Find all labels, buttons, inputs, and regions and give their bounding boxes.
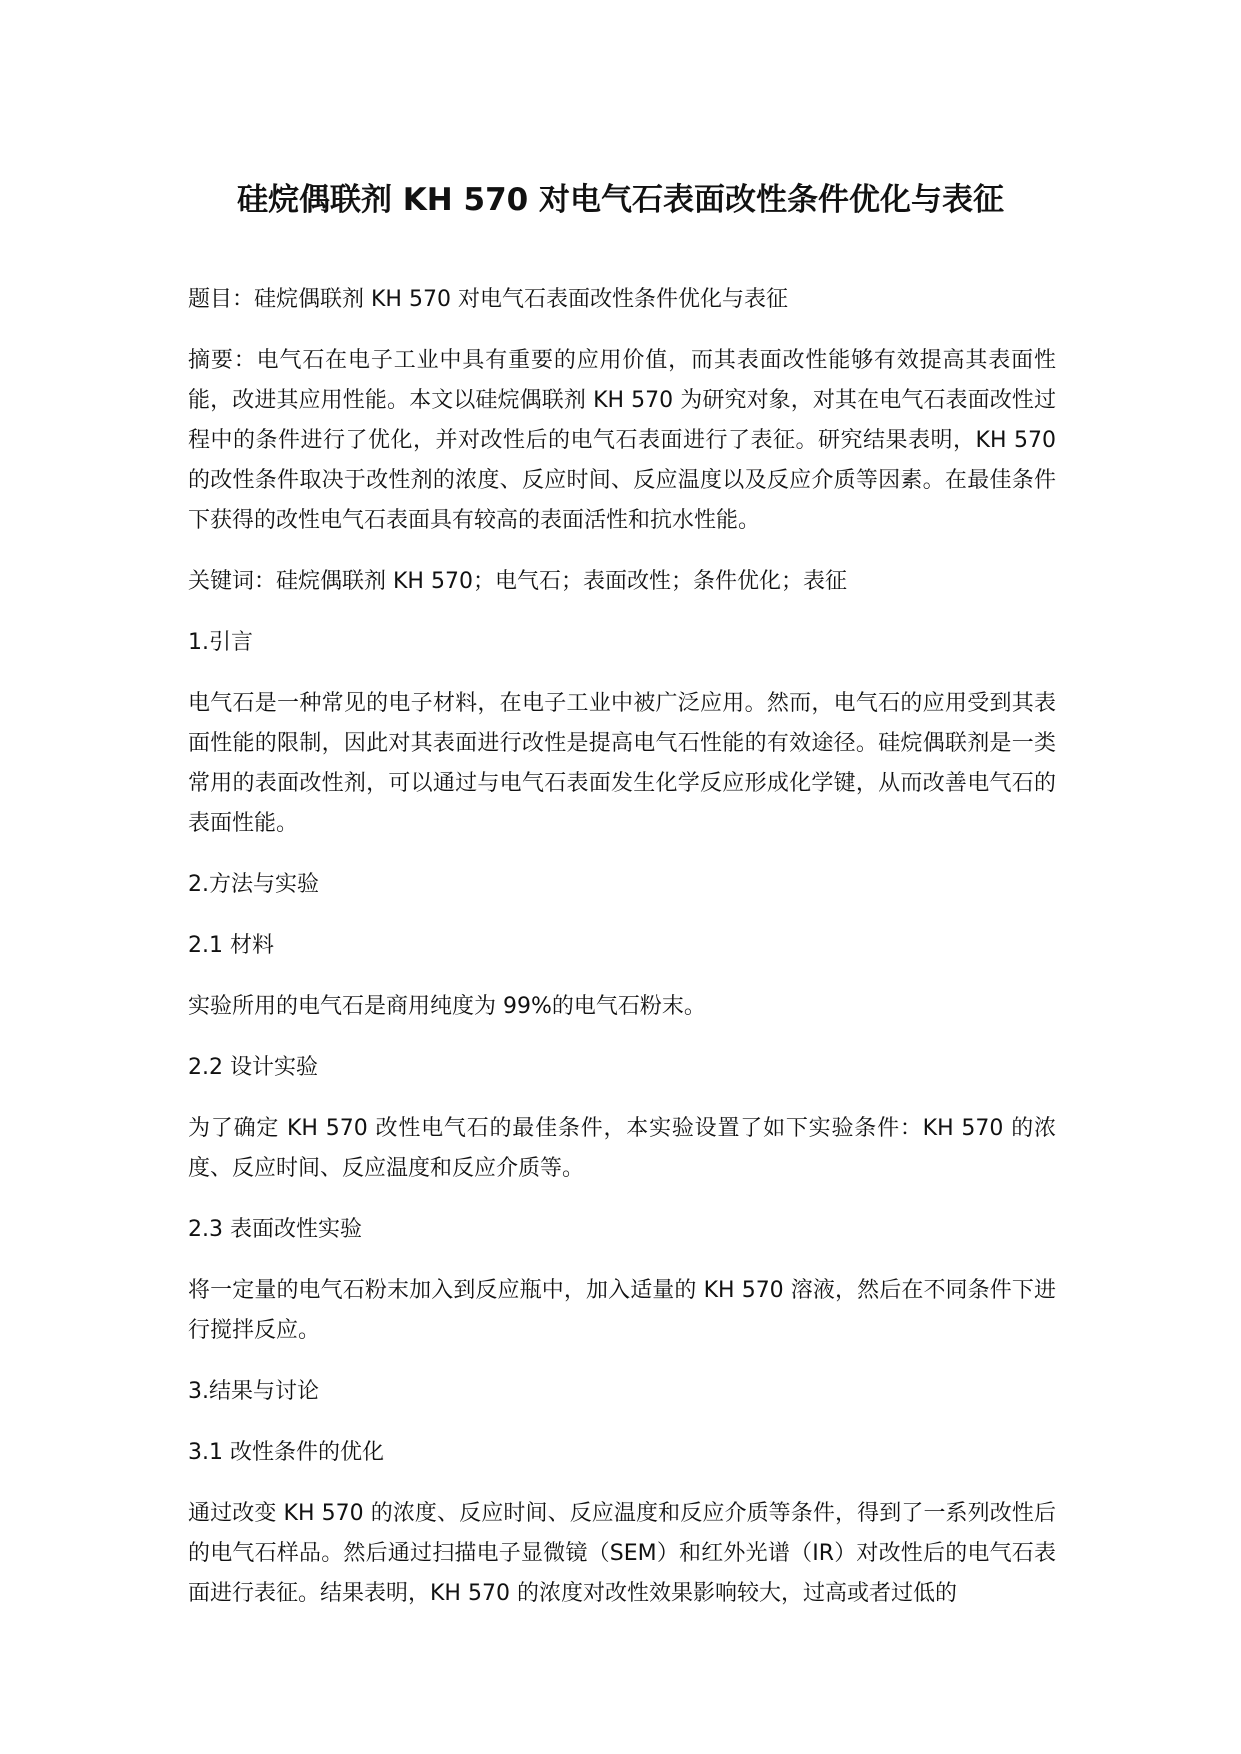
- section-heading-methods: 2.方法与实验: [188, 872, 319, 897]
- document-title: 硅烷偶联剂 KH 570 对电气石表面改性条件优化与表征: [236, 182, 1005, 218]
- abstract-paragraph: 摘要：电气石在电子工业中具有重要的应用价值，而其表面改性能够有效提高其表面性能，改进其应用性能。本文以硅烷偶联剂 KH 570 为研究对象，对其在电气石表面改性过程中的条件进行了优化，并对改性后的电气石表面进行了表征。研究结果表明，KH 570 的改性条件取决于改性剂的浓度、反应时间、反应温度以及反应介质等因素。在最佳条件下获得的改性电气石表面具有较高的表面活性和抗水性能。: [188, 348, 1056, 533]
- section-heading-optimization: 3.1 改性条件的优化: [188, 1440, 384, 1465]
- section-body-surface-modification: 将一定量的电气石粉末加入到反应瓶中，加入适量的 KH 570 溶液，然后在不同条件下进行搅拌反应。: [188, 1278, 1056, 1343]
- section-heading-experiment-design: 2.2 设计实验: [188, 1055, 318, 1080]
- subject-line: 题目：硅烷偶联剂 KH 570 对电气石表面改性条件优化与表征: [188, 287, 788, 312]
- section-body-materials: 实验所用的电气石是商用纯度为 99%的电气石粉末。: [188, 994, 706, 1019]
- section-body-optimization: 通过改变 KH 570 的浓度、反应时间、反应温度和反应介质等条件，得到了一系列改性后的电气石样品。然后通过扫描电子显微镜（SEM）和红外光谱（IR）对改性后的电气石表面进行表征。结果表明，KH 570 的浓度对改性效果影响较大，过高或者过低的: [188, 1501, 1056, 1606]
- section-body-introduction: 电气石是一种常见的电子材料，在电子工业中被广泛应用。然而，电气石的应用受到其表面性能的限制，因此对其表面进行改性是提高电气石性能的有效途径。硅烷偶联剂是一类常用的表面改性剂，可以通过与电气石表面发生化学反应形成化学键，从而改善电气石的表面性能。: [188, 691, 1056, 836]
- section-heading-results: 3.结果与讨论: [188, 1379, 319, 1404]
- document-body: [188, 280, 1056, 1635]
- section-heading-surface-modification: 2.3 表面改性实验: [188, 1217, 362, 1242]
- section-body-experiment-design: 为了确定 KH 570 改性电气石的最佳条件，本实验设置了如下实验条件：KH 570 的浓度、反应时间、反应温度和反应介质等。: [188, 1116, 1056, 1181]
- section-heading-materials: 2.1 材料: [188, 933, 274, 958]
- keywords-line: 关键词：硅烷偶联剂 KH 570；电气石；表面改性；条件优化；表征: [188, 569, 847, 594]
- section-heading-introduction: 1.引言: [188, 630, 253, 655]
